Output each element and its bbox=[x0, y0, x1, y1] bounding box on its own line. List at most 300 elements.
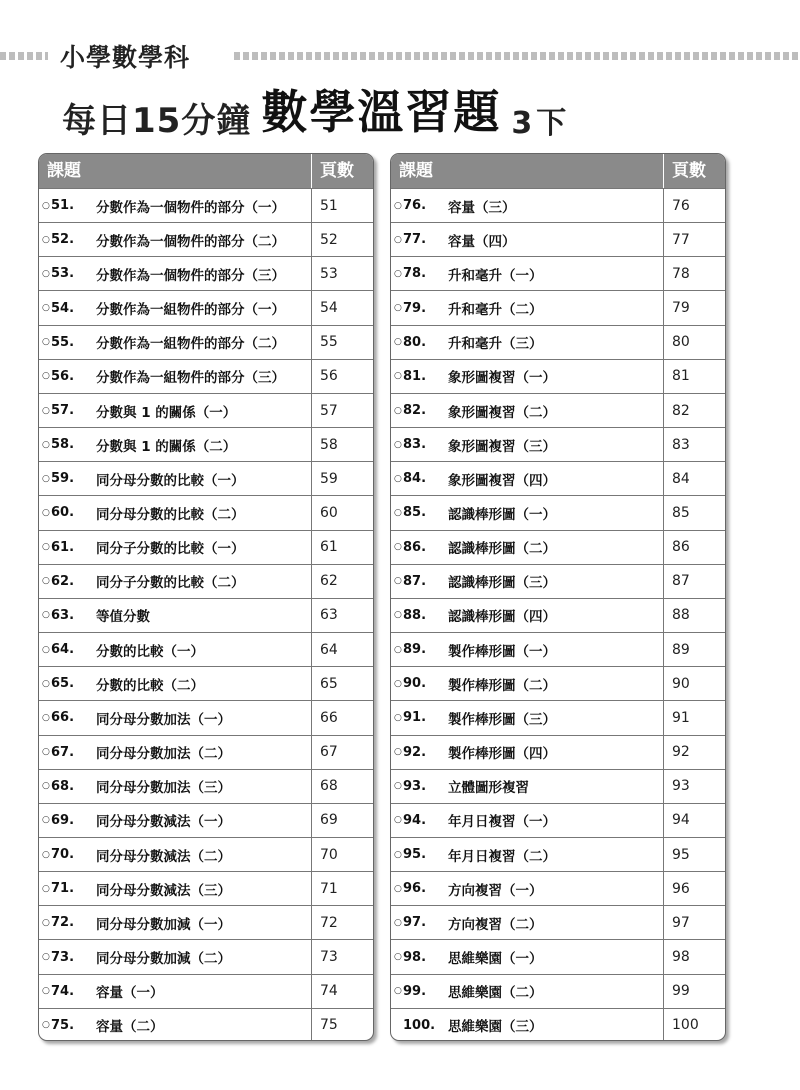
lesson-number: 62. bbox=[51, 573, 75, 589]
page-subtitle: 小學數學科 bbox=[60, 43, 191, 72]
lesson-number: 80. bbox=[403, 334, 427, 350]
table-row bbox=[391, 939, 725, 973]
bullet-icon: ○ bbox=[42, 405, 50, 416]
lesson-title: 同分母分數減法（一） bbox=[96, 814, 231, 831]
table-row bbox=[391, 495, 725, 529]
topic-cell bbox=[391, 838, 664, 871]
lesson-number: 77. bbox=[403, 232, 427, 248]
page-number: 57 bbox=[320, 402, 338, 419]
bullet-icon: ○ bbox=[394, 644, 402, 655]
lesson-title: 分數作為一組物件的部分（一） bbox=[96, 302, 285, 319]
table-row bbox=[39, 495, 373, 529]
title-part-1: 每日15分鐘 bbox=[62, 101, 252, 141]
topic-cell bbox=[391, 872, 664, 905]
lesson-title: 同分母分數加減（二） bbox=[96, 951, 231, 968]
table-row bbox=[39, 325, 373, 359]
topic-cell bbox=[391, 462, 664, 495]
lesson-title: 分數作為一組物件的部分（三） bbox=[96, 370, 285, 387]
table-row bbox=[39, 598, 373, 632]
table-row bbox=[391, 427, 725, 461]
topic-cell bbox=[39, 804, 312, 837]
lesson-title: 思維樂園（一） bbox=[448, 951, 543, 968]
topic-cell bbox=[39, 223, 312, 256]
lesson-title: 同分母分數加減（一） bbox=[96, 916, 231, 933]
title-part-3: 3下 bbox=[511, 106, 571, 141]
lesson-title: 年月日複習（二） bbox=[448, 848, 556, 865]
topic-cell bbox=[391, 633, 664, 666]
bullet-icon: ○ bbox=[42, 952, 50, 963]
lesson-number: 92. bbox=[403, 744, 427, 760]
page-number: 71 bbox=[320, 880, 338, 897]
lesson-title: 方向複習（二） bbox=[448, 916, 543, 933]
contents-table-left bbox=[38, 153, 374, 1041]
lesson-title: 分數與 1 的關係（一） bbox=[96, 404, 237, 421]
lesson-title: 同分母分數減法（三） bbox=[96, 882, 231, 899]
table-row bbox=[39, 461, 373, 495]
bullet-icon: ○ bbox=[394, 986, 402, 997]
bullet-icon: ○ bbox=[394, 405, 402, 416]
bullet-icon: ○ bbox=[42, 507, 50, 518]
table-row bbox=[39, 427, 373, 461]
topic-cell bbox=[391, 326, 664, 359]
topic-cell bbox=[39, 462, 312, 495]
lesson-title: 同分母分數的比較（一） bbox=[96, 472, 245, 489]
topic-cell bbox=[391, 975, 664, 1008]
bullet-icon: ○ bbox=[394, 610, 402, 621]
lesson-title: 同分母分數加法（二） bbox=[96, 746, 231, 763]
bullet-icon: ○ bbox=[42, 747, 50, 758]
lesson-title: 同分子分數的比較（二） bbox=[96, 575, 245, 592]
header-page: 頁數 bbox=[672, 161, 706, 181]
page-number: 87 bbox=[672, 573, 690, 590]
bullet-icon: ○ bbox=[394, 883, 402, 894]
page-number: 100 bbox=[672, 1017, 699, 1034]
topic-cell bbox=[39, 906, 312, 939]
bullet-icon: ○ bbox=[394, 268, 402, 279]
topic-cell bbox=[391, 940, 664, 973]
page-number: 64 bbox=[320, 641, 338, 658]
table-row bbox=[391, 530, 725, 564]
lesson-number: 73. bbox=[51, 949, 75, 965]
lesson-title: 分數的比較（一） bbox=[96, 643, 204, 660]
topic-cell bbox=[391, 701, 664, 734]
topic-cell bbox=[391, 394, 664, 427]
page-number: 88 bbox=[672, 607, 690, 624]
lesson-title: 容量（一） bbox=[96, 985, 164, 1002]
lesson-title: 製作棒形圖（二） bbox=[448, 677, 556, 694]
topic-cell bbox=[39, 291, 312, 324]
topic-cell bbox=[391, 291, 664, 324]
page-number: 95 bbox=[672, 846, 690, 863]
table-row bbox=[391, 666, 725, 700]
lesson-number: 76. bbox=[403, 198, 427, 214]
bullet-icon: ○ bbox=[42, 268, 50, 279]
page-number: 76 bbox=[672, 197, 690, 214]
page-number: 66 bbox=[320, 709, 338, 726]
title-part-2: 數學溫習題 bbox=[261, 85, 502, 139]
lesson-number: 54. bbox=[51, 300, 75, 316]
topic-cell bbox=[39, 531, 312, 564]
page-number: 62 bbox=[320, 573, 338, 590]
topic-cell bbox=[39, 975, 312, 1008]
lesson-title: 認識棒形圖（二） bbox=[448, 541, 556, 558]
topic-cell bbox=[39, 496, 312, 529]
lesson-number: 75. bbox=[51, 1017, 75, 1033]
table-row bbox=[39, 974, 373, 1008]
bullet-icon: ○ bbox=[42, 337, 50, 348]
lesson-number: 99. bbox=[403, 983, 427, 999]
bullet-icon: ○ bbox=[42, 234, 50, 245]
topic-cell bbox=[39, 428, 312, 461]
lesson-number: 55. bbox=[51, 334, 75, 350]
lesson-number: 71. bbox=[51, 881, 75, 897]
lesson-number: 100. bbox=[403, 1017, 436, 1033]
lesson-title: 製作棒形圖（三） bbox=[448, 711, 556, 728]
page-number: 65 bbox=[320, 675, 338, 692]
table-row bbox=[391, 700, 725, 734]
table-row bbox=[39, 735, 373, 769]
lesson-number: 64. bbox=[51, 642, 75, 658]
page-number: 97 bbox=[672, 914, 690, 931]
lesson-title: 象形圖複習（四） bbox=[448, 472, 556, 489]
bullet-icon: ○ bbox=[42, 610, 50, 621]
topic-cell bbox=[39, 667, 312, 700]
page-title bbox=[62, 76, 570, 142]
bullet-icon: ○ bbox=[42, 473, 50, 484]
bullet-icon: ○ bbox=[42, 1020, 50, 1031]
page-number: 92 bbox=[672, 744, 690, 761]
topic-cell bbox=[391, 496, 664, 529]
bullet-icon: ○ bbox=[394, 337, 402, 348]
lesson-number: 88. bbox=[403, 607, 427, 623]
table-row bbox=[39, 530, 373, 564]
lesson-title: 同分母分數加法（一） bbox=[96, 711, 231, 728]
page-number: 58 bbox=[320, 436, 338, 453]
page-number: 93 bbox=[672, 778, 690, 795]
topic-cell bbox=[391, 770, 664, 803]
lesson-title: 容量（四） bbox=[448, 233, 516, 250]
table-row bbox=[39, 290, 373, 324]
bullet-icon: ○ bbox=[42, 712, 50, 723]
lesson-title: 方向複習（一） bbox=[448, 882, 543, 899]
lesson-title: 象形圖複習（二） bbox=[448, 404, 556, 421]
bullet-icon: ○ bbox=[394, 542, 402, 553]
page-header bbox=[0, 0, 800, 140]
page-number: 68 bbox=[320, 778, 338, 795]
lesson-number: 59. bbox=[51, 471, 75, 487]
bullet-icon: ○ bbox=[394, 371, 402, 382]
topic-cell bbox=[39, 599, 312, 632]
bullet-icon: ○ bbox=[394, 917, 402, 928]
bullet-icon: ○ bbox=[394, 576, 402, 587]
table-row bbox=[391, 290, 725, 324]
bullet-icon: ○ bbox=[42, 986, 50, 997]
table-row bbox=[391, 222, 725, 256]
page-number: 90 bbox=[672, 675, 690, 692]
lesson-number: 72. bbox=[51, 915, 75, 931]
page-number: 70 bbox=[320, 846, 338, 863]
page-number: 61 bbox=[320, 539, 338, 556]
lesson-number: 91. bbox=[403, 710, 427, 726]
page-number: 56 bbox=[320, 368, 338, 385]
bullet-icon: ○ bbox=[394, 952, 402, 963]
lesson-title: 思維樂園（二） bbox=[448, 985, 543, 1002]
page-number: 60 bbox=[320, 504, 338, 521]
bullet-icon: ○ bbox=[42, 371, 50, 382]
lesson-number: 96. bbox=[403, 881, 427, 897]
lesson-number: 93. bbox=[403, 778, 427, 794]
lesson-number: 94. bbox=[403, 812, 427, 828]
lesson-title: 分數與 1 的關係（二） bbox=[96, 438, 237, 455]
lesson-number: 61. bbox=[51, 539, 75, 555]
page-number: 67 bbox=[320, 744, 338, 761]
lesson-title: 容量（三） bbox=[448, 199, 516, 216]
lesson-number: 67. bbox=[51, 744, 75, 760]
lesson-number: 51. bbox=[51, 198, 75, 214]
table-row bbox=[39, 700, 373, 734]
bullet-icon: ○ bbox=[42, 678, 50, 689]
table-row bbox=[39, 393, 373, 427]
table-row bbox=[39, 256, 373, 290]
lesson-number: 57. bbox=[51, 403, 75, 419]
lesson-number: 69. bbox=[51, 812, 75, 828]
lesson-number: 74. bbox=[51, 983, 75, 999]
lesson-title: 分數作為一個物件的部分（一） bbox=[96, 199, 285, 216]
page-number: 99 bbox=[672, 983, 690, 1000]
lesson-title: 同分母分數加法（三） bbox=[96, 780, 231, 797]
lesson-title: 分數作為一個物件的部分（二） bbox=[96, 233, 285, 250]
lesson-title: 分數作為一個物件的部分（三） bbox=[96, 267, 285, 284]
bullet-icon: ○ bbox=[42, 917, 50, 928]
bullet-icon: ○ bbox=[394, 747, 402, 758]
topic-cell bbox=[39, 770, 312, 803]
table-row bbox=[391, 256, 725, 290]
page-number: 69 bbox=[320, 812, 338, 829]
page-number: 86 bbox=[672, 539, 690, 556]
lesson-number: 86. bbox=[403, 539, 427, 555]
lesson-title: 製作棒形圖（一） bbox=[448, 643, 556, 660]
page-number: 84 bbox=[672, 470, 690, 487]
lesson-title: 容量（二） bbox=[96, 1019, 164, 1036]
topic-cell bbox=[39, 940, 312, 973]
bullet-icon: ○ bbox=[394, 439, 402, 450]
topic-cell bbox=[39, 326, 312, 359]
table-row bbox=[391, 632, 725, 666]
table-row bbox=[39, 666, 373, 700]
lesson-title: 製作棒形圖（四） bbox=[448, 746, 556, 763]
table-row bbox=[391, 735, 725, 769]
topic-cell bbox=[391, 906, 664, 939]
page-number: 54 bbox=[320, 300, 338, 317]
lesson-title: 象形圖複習（一） bbox=[448, 370, 556, 387]
bullet-icon: ○ bbox=[42, 542, 50, 553]
lesson-title: 認識棒形圖（三） bbox=[448, 575, 556, 592]
lesson-title: 認識棒形圖（一） bbox=[448, 506, 556, 523]
page-number: 53 bbox=[320, 265, 338, 282]
lesson-number: 83. bbox=[403, 437, 427, 453]
page-number: 85 bbox=[672, 504, 690, 521]
table-row bbox=[391, 871, 725, 905]
table-row bbox=[391, 598, 725, 632]
bullet-icon: ○ bbox=[42, 781, 50, 792]
page-number: 63 bbox=[320, 607, 338, 624]
bullet-icon: ○ bbox=[394, 200, 402, 211]
page-number: 77 bbox=[672, 231, 690, 248]
bullet-icon: ○ bbox=[42, 576, 50, 587]
lesson-number: 98. bbox=[403, 949, 427, 965]
bullet-icon: ○ bbox=[394, 712, 402, 723]
topic-cell bbox=[391, 565, 664, 598]
lesson-number: 63. bbox=[51, 607, 75, 623]
lesson-number: 70. bbox=[51, 847, 75, 863]
bullet-icon: ○ bbox=[394, 234, 402, 245]
topic-cell bbox=[39, 872, 312, 905]
lesson-number: 56. bbox=[51, 368, 75, 384]
topic-cell bbox=[39, 394, 312, 427]
table-row bbox=[391, 359, 725, 393]
lesson-title: 升和毫升（二） bbox=[448, 302, 543, 319]
lesson-number: 97. bbox=[403, 915, 427, 931]
table-row bbox=[39, 905, 373, 939]
page-number: 89 bbox=[672, 641, 690, 658]
table-row bbox=[391, 905, 725, 939]
page-number: 52 bbox=[320, 231, 338, 248]
page-number: 55 bbox=[320, 334, 338, 351]
page-number: 91 bbox=[672, 709, 690, 726]
lesson-title: 同分子分數的比較（一） bbox=[96, 541, 245, 558]
bullet-icon: ○ bbox=[42, 200, 50, 211]
topic-cell bbox=[391, 223, 664, 256]
table-header bbox=[39, 154, 373, 188]
page-number: 51 bbox=[320, 197, 338, 214]
lesson-title: 同分母分數的比較（二） bbox=[96, 506, 245, 523]
lesson-title: 升和毫升（三） bbox=[448, 336, 543, 353]
lesson-number: 84. bbox=[403, 471, 427, 487]
topic-cell bbox=[391, 531, 664, 564]
table-row bbox=[39, 222, 373, 256]
topic-cell bbox=[39, 189, 312, 222]
table-row bbox=[39, 564, 373, 598]
table-row bbox=[391, 564, 725, 598]
topic-cell bbox=[391, 257, 664, 290]
topic-cell bbox=[39, 565, 312, 598]
topic-cell bbox=[391, 360, 664, 393]
lesson-number: 68. bbox=[51, 778, 75, 794]
page-number: 94 bbox=[672, 812, 690, 829]
table-row bbox=[39, 632, 373, 666]
lesson-number: 60. bbox=[51, 505, 75, 521]
lesson-number: 85. bbox=[403, 505, 427, 521]
page-number: 73 bbox=[320, 949, 338, 966]
contents-table-right bbox=[390, 153, 726, 1041]
bullet-icon: ○ bbox=[394, 678, 402, 689]
dotted-divider-right bbox=[234, 52, 800, 60]
table-row bbox=[391, 393, 725, 427]
lesson-number: 89. bbox=[403, 642, 427, 658]
bullet-icon: ○ bbox=[42, 815, 50, 826]
lesson-number: 90. bbox=[403, 676, 427, 692]
lesson-title: 年月日複習（一） bbox=[448, 814, 556, 831]
bullet-icon: ○ bbox=[42, 303, 50, 314]
lesson-number: 95. bbox=[403, 847, 427, 863]
bullet-icon: ○ bbox=[394, 507, 402, 518]
page-number: 79 bbox=[672, 300, 690, 317]
bullet-icon: ○ bbox=[394, 815, 402, 826]
lesson-title: 分數的比較（二） bbox=[96, 677, 204, 694]
page-number: 82 bbox=[672, 402, 690, 419]
bullet-icon: ○ bbox=[394, 781, 402, 792]
lesson-title: 同分母分數減法（二） bbox=[96, 848, 231, 865]
page-number: 83 bbox=[672, 436, 690, 453]
lesson-number: 65. bbox=[51, 676, 75, 692]
lesson-number: 81. bbox=[403, 368, 427, 384]
topic-cell bbox=[39, 360, 312, 393]
table-row bbox=[391, 837, 725, 871]
topic-cell bbox=[391, 667, 664, 700]
lesson-number: 79. bbox=[403, 300, 427, 316]
bullet-icon: ○ bbox=[394, 849, 402, 860]
topic-cell bbox=[39, 257, 312, 290]
lesson-title: 分數作為一組物件的部分（二） bbox=[96, 336, 285, 353]
bullet-icon: ○ bbox=[42, 439, 50, 450]
lesson-title: 立體圖形複習 bbox=[448, 780, 529, 797]
table-row bbox=[391, 974, 725, 1008]
table-row bbox=[39, 803, 373, 837]
topic-cell bbox=[39, 701, 312, 734]
topic-cell bbox=[391, 736, 664, 769]
topic-cell bbox=[39, 838, 312, 871]
lesson-title: 等值分數 bbox=[96, 609, 150, 626]
bullet-icon: ○ bbox=[42, 644, 50, 655]
lesson-number: 82. bbox=[403, 403, 427, 419]
header-topic: 課題 bbox=[39, 154, 312, 188]
page-number: 72 bbox=[320, 914, 338, 931]
lesson-number: 66. bbox=[51, 710, 75, 726]
bullet-icon: ○ bbox=[394, 473, 402, 484]
bullet-icon: ○ bbox=[42, 849, 50, 860]
page-number: 74 bbox=[320, 983, 338, 1000]
table-row bbox=[39, 939, 373, 973]
page-number: 96 bbox=[672, 880, 690, 897]
table-header bbox=[391, 154, 725, 188]
lesson-title: 象形圖複習（三） bbox=[448, 438, 556, 455]
topic-cell bbox=[391, 1009, 664, 1041]
page-number: 98 bbox=[672, 949, 690, 966]
topic-cell bbox=[39, 633, 312, 666]
page-number: 81 bbox=[672, 368, 690, 385]
page-number: 75 bbox=[320, 1017, 338, 1034]
table-row bbox=[39, 359, 373, 393]
topic-cell bbox=[39, 1009, 312, 1041]
table-row bbox=[391, 769, 725, 803]
table-row bbox=[391, 325, 725, 359]
topic-cell bbox=[391, 428, 664, 461]
table-row bbox=[391, 1008, 725, 1041]
header-topic: 課題 bbox=[391, 154, 664, 188]
table-row bbox=[39, 871, 373, 905]
page-number: 59 bbox=[320, 470, 338, 487]
topic-cell bbox=[39, 736, 312, 769]
topic-cell bbox=[391, 599, 664, 632]
lesson-title: 升和毫升（一） bbox=[448, 267, 543, 284]
lesson-number: 78. bbox=[403, 266, 427, 282]
dotted-divider-left bbox=[0, 52, 48, 60]
lesson-number: 52. bbox=[51, 232, 75, 248]
lesson-number: 53. bbox=[51, 266, 75, 282]
topic-cell bbox=[391, 189, 664, 222]
bullet-icon: ○ bbox=[394, 303, 402, 314]
lesson-number: 87. bbox=[403, 573, 427, 589]
